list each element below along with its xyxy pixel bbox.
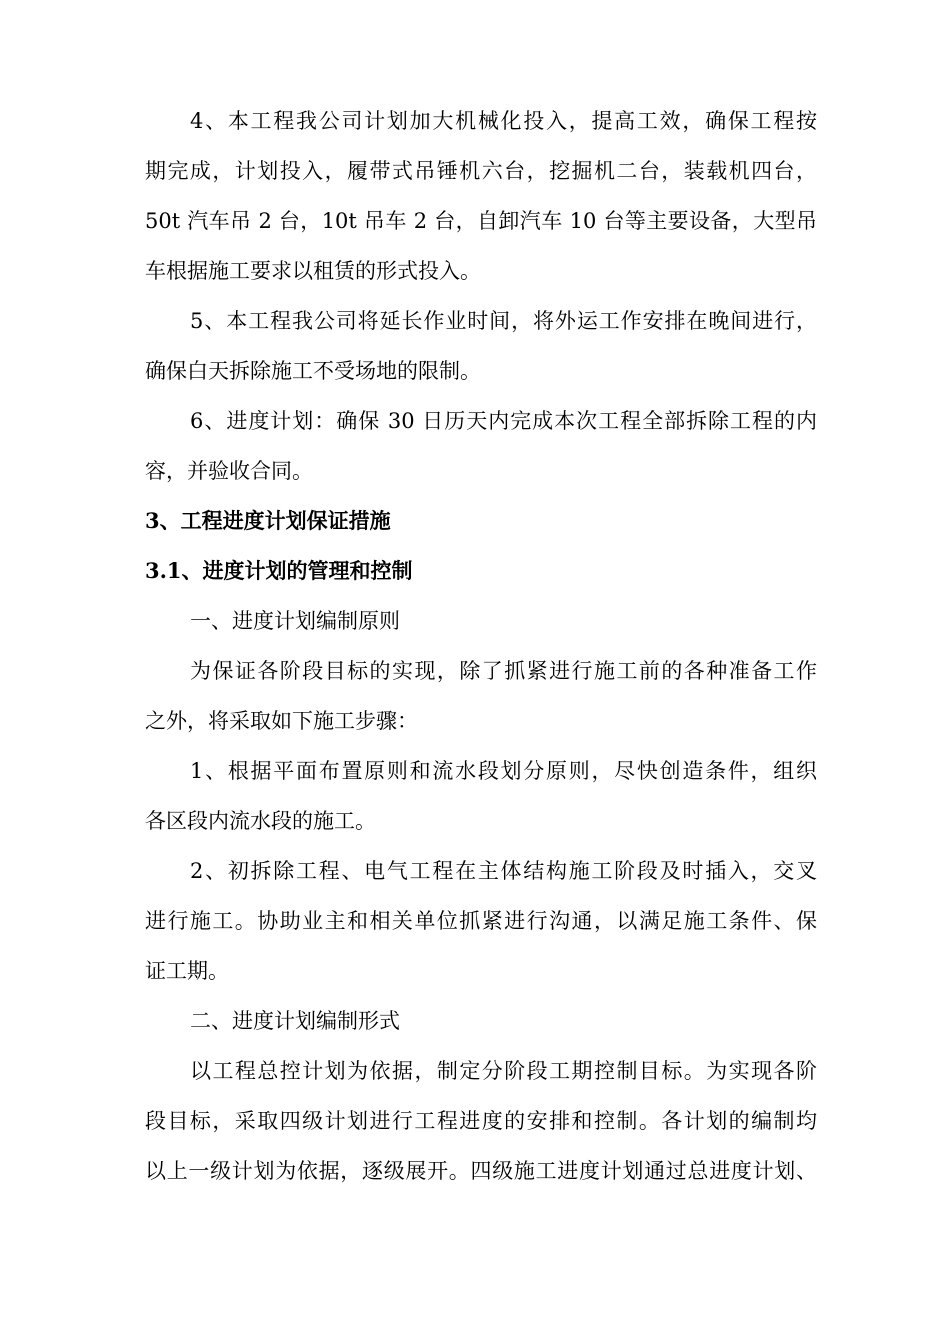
form-line-3: 以上一级计划为依据，逐级展开。四级施工进度计划通过总进度计划、 (145, 1159, 817, 1183)
section-heading-3-1: 3.1、进度计划的管理和控制 (145, 558, 413, 583)
paragraph-4-line-1: 4、本工程我公司计划加大机械化投入，提高工效，确保工程按 (190, 109, 817, 133)
form-line-1: 以工程总控计划为依据，制定分阶段工期控制目标。为实现各阶 (190, 1059, 817, 1083)
principle-line-2: 之外，将采取如下施工步骤： (145, 709, 418, 733)
paragraph-6-line-1: 6、进度计划：确保 30 日历天内完成本次工程全部拆除工程的内 (190, 409, 817, 433)
principle-line-1: 为保证各阶段目标的实现，除了抓紧进行施工前的各种准备工作 (190, 659, 817, 683)
step-2-line-2: 进行施工。协助业主和相关单位抓紧进行沟通，以满足施工条件、保 (145, 909, 817, 933)
form-line-2: 段目标，采取四级计划进行工程进度的安排和控制。各计划的编制均 (145, 1109, 817, 1133)
paragraph-4-line-2: 期完成，计划投入，履带式吊锤机六台，挖掘机二台，装载机四台， (145, 159, 817, 183)
section-heading-3: 3、工程进度计划保证措施 (145, 508, 391, 533)
step-1-line-1: 1、根据平面布置原则和流水段划分原则，尽快创造条件，组织 (190, 759, 817, 783)
step-1-line-2: 各区段内流水段的施工。 (145, 809, 376, 833)
subsection-title-2: 二、进度计划编制形式 (190, 1009, 400, 1033)
step-2-line-3: 证工期。 (145, 959, 229, 983)
step-2-line-1: 2、初拆除工程、电气工程在主体结构施工阶段及时插入，交叉 (190, 859, 817, 883)
subsection-title-1: 一、进度计划编制原则 (190, 609, 400, 633)
paragraph-4-line-3: 50t 汽车吊 2 台，10t 吊车 2 台，自卸汽车 10 台等主要设备，大型吊 (145, 209, 817, 233)
paragraph-5-line-2: 确保白天拆除施工不受场地的限制。 (145, 359, 481, 383)
paragraph-6-line-2: 容，并验收合同。 (145, 459, 313, 483)
paragraph-5-line-1: 5、本工程我公司将延长作业时间，将外运工作安排在晚间进行， (190, 309, 817, 333)
paragraph-4-line-4: 车根据施工要求以租赁的形式投入。 (145, 259, 481, 283)
